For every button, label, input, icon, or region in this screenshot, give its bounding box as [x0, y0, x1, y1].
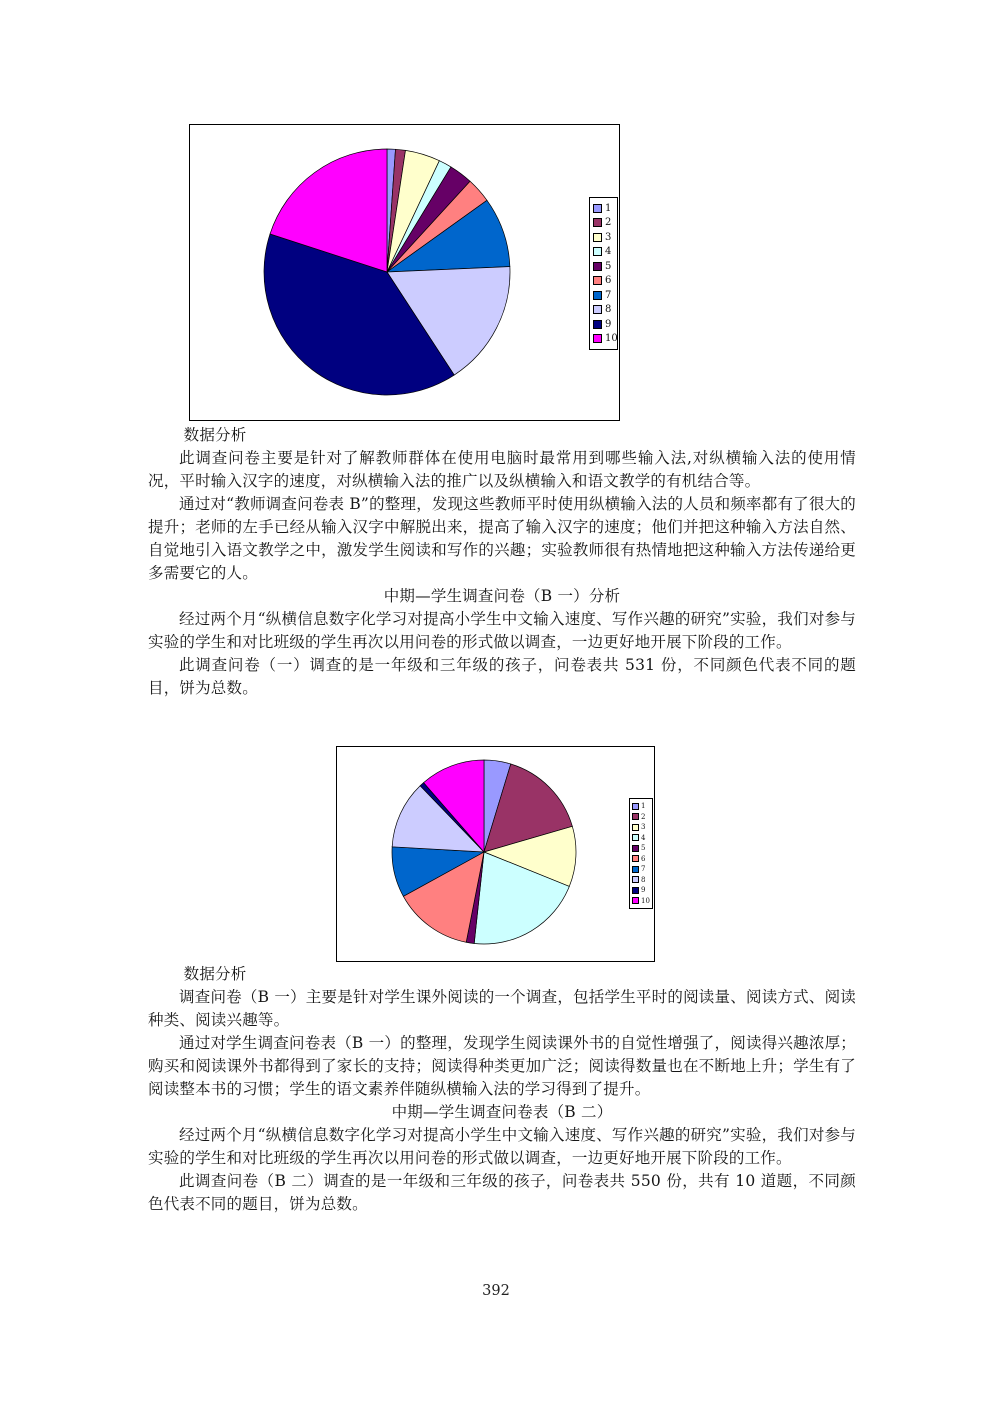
- page-number: 392: [482, 1283, 510, 1299]
- legend-label-4: 4: [641, 833, 646, 842]
- legend-item-4: [632, 834, 652, 842]
- legend-label-5: 5: [641, 844, 646, 853]
- legend-item-2: [593, 217, 617, 228]
- legend-label-1: 1: [641, 802, 646, 811]
- legend-swatch-2: [593, 218, 602, 227]
- legend-label-4: 4: [605, 246, 612, 258]
- chart-legend-2: [629, 798, 653, 909]
- legend-swatch-10: [632, 897, 639, 904]
- legend-label-3: 3: [605, 231, 612, 243]
- text-block-teacher-analysis: [148, 424, 856, 700]
- legend-label-6: 6: [605, 275, 612, 287]
- student-survey-pie-chart: [336, 746, 655, 962]
- paragraph-b1-survey-findings: 通过对学生调查问卷表（B 一）的整理，发现学生阅读课外书的自觉性增强了，阅读得兴趣浓厚；购买和阅读课外书都得到了家长的支持；阅读得种类更加广泛；阅读得数量也在不断地上升；学生有了阅读整本书的习惯；学生的语文素养伴随纵横输入法的学习得到了提升。: [148, 1034, 856, 1098]
- legend-label-8: 8: [605, 304, 612, 316]
- legend-label-9: 9: [641, 886, 646, 895]
- paragraph-b1-intro: 经过两个月“纵横信息数字化学习对提高小学生中文输入速度、写作兴趣的研究”实验，我们对参与实验的学生和对比班级的学生再次以用问卷的形式做以调查，一边更好地开展下阶段的工作。: [148, 610, 856, 651]
- legend-swatch-5: [593, 262, 602, 271]
- legend-swatch-2: [632, 813, 639, 820]
- data-analysis-label-2: 数据分析: [183, 965, 247, 983]
- legend-item-3: [593, 232, 617, 243]
- legend-swatch-6: [632, 855, 639, 862]
- legend-label-7: 7: [605, 289, 612, 301]
- legend-swatch-8: [632, 876, 639, 883]
- legend-swatch-5: [632, 845, 639, 852]
- pie-chart-2: [337, 747, 654, 961]
- legend-label-3: 3: [641, 823, 646, 832]
- legend-swatch-9: [593, 320, 602, 329]
- legend-label-2: 2: [641, 812, 646, 821]
- legend-item-1: [593, 203, 617, 214]
- legend-item-9: [632, 886, 652, 894]
- legend-label-10: 10: [641, 896, 650, 905]
- section-heading-student-b1: 中期—学生调查问卷（B 一）分析: [383, 587, 621, 605]
- legend-item-10: [593, 333, 617, 344]
- legend-item-8: [593, 304, 617, 315]
- legend-swatch-8: [593, 305, 602, 314]
- legend-label-2: 2: [605, 217, 612, 229]
- legend-item-7: [632, 865, 652, 873]
- legend-item-10: [632, 897, 652, 905]
- legend-swatch-9: [632, 887, 639, 894]
- teacher-survey-pie-chart: [189, 124, 620, 421]
- paragraph-teacher-survey-purpose: 此调查问卷主要是针对了解教师群体在使用电脑时最常用到哪些输入法,对纵横输入法的使用情况，平时输入汉字的速度，对纵横输入法的推广以及纵横输入和语文教学的有机结合等。: [148, 449, 856, 490]
- legend-label-6: 6: [641, 854, 646, 863]
- legend-item-5: [593, 261, 617, 272]
- legend-item-7: [593, 290, 617, 301]
- pie-chart-1: [190, 125, 619, 420]
- legend-swatch-3: [632, 824, 639, 831]
- section-heading-student-b2: 中期—学生调查问卷表（B 二）: [391, 1103, 613, 1121]
- legend-item-6: [593, 275, 617, 286]
- legend-item-9: [593, 319, 617, 330]
- legend-label-9: 9: [605, 318, 612, 330]
- legend-label-5: 5: [605, 260, 612, 272]
- legend-item-2: [632, 813, 652, 821]
- legend-swatch-1: [632, 803, 639, 810]
- legend-swatch-3: [593, 233, 602, 242]
- legend-label-1: 1: [605, 202, 612, 214]
- legend-swatch-7: [593, 291, 602, 300]
- paragraph-b2-sample: 此调查问卷（B 二）调查的是一年级和三年级的孩子，问卷表共 550 份，共有 10 道题，不同颜色代表不同的题目，饼为总数。: [148, 1172, 856, 1213]
- legend-swatch-7: [632, 866, 639, 873]
- legend-swatch-10: [593, 334, 602, 343]
- legend-item-1: [632, 802, 652, 810]
- chart-legend-1: [589, 197, 618, 350]
- text-block-student-analysis: [148, 963, 856, 1216]
- legend-swatch-4: [593, 247, 602, 256]
- data-analysis-label-1: 数据分析: [183, 426, 247, 444]
- legend-item-6: [632, 855, 652, 863]
- legend-label-8: 8: [641, 875, 646, 884]
- legend-label-10: 10: [605, 333, 618, 345]
- legend-swatch-6: [593, 276, 602, 285]
- paragraph-b1-survey-purpose: 调查问卷（B 一）主要是针对学生课外阅读的一个调查，包括学生平时的阅读量、阅读方式、阅读种类、阅读兴趣等。: [148, 988, 856, 1029]
- paragraph-teacher-survey-findings: 通过对“教师调查问卷表 B”的整理，发现这些教师平时使用纵横输入法的人员和频率都有了很大的提升；老师的左手已经从输入汉字中解脱出来，提高了输入汉字的速度；他们并把这种输入方法自然、自觉地引入语文教学之中，激发学生阅读和写作的兴趣；实验教师很有热情地把这种输入方法传递给更多需要它的人。: [148, 495, 856, 582]
- paragraph-b1-sample: 此调查问卷（一）调查的是一年级和三年级的孩子，问卷表共 531 份，不同颜色代表不同的题目，饼为总数。: [148, 656, 856, 697]
- legend-item-3: [632, 823, 652, 831]
- legend-swatch-1: [593, 204, 602, 213]
- legend-item-8: [632, 876, 652, 884]
- legend-label-7: 7: [641, 865, 646, 874]
- legend-item-4: [593, 246, 617, 257]
- legend-swatch-4: [632, 834, 639, 841]
- paragraph-b2-intro: 经过两个月“纵横信息数字化学习对提高小学生中文输入速度、写作兴趣的研究”实验，我们对参与实验的学生和对比班级的学生再次以用问卷的形式做以调查，一边更好地开展下阶段的工作。: [148, 1126, 856, 1167]
- legend-item-5: [632, 844, 652, 852]
